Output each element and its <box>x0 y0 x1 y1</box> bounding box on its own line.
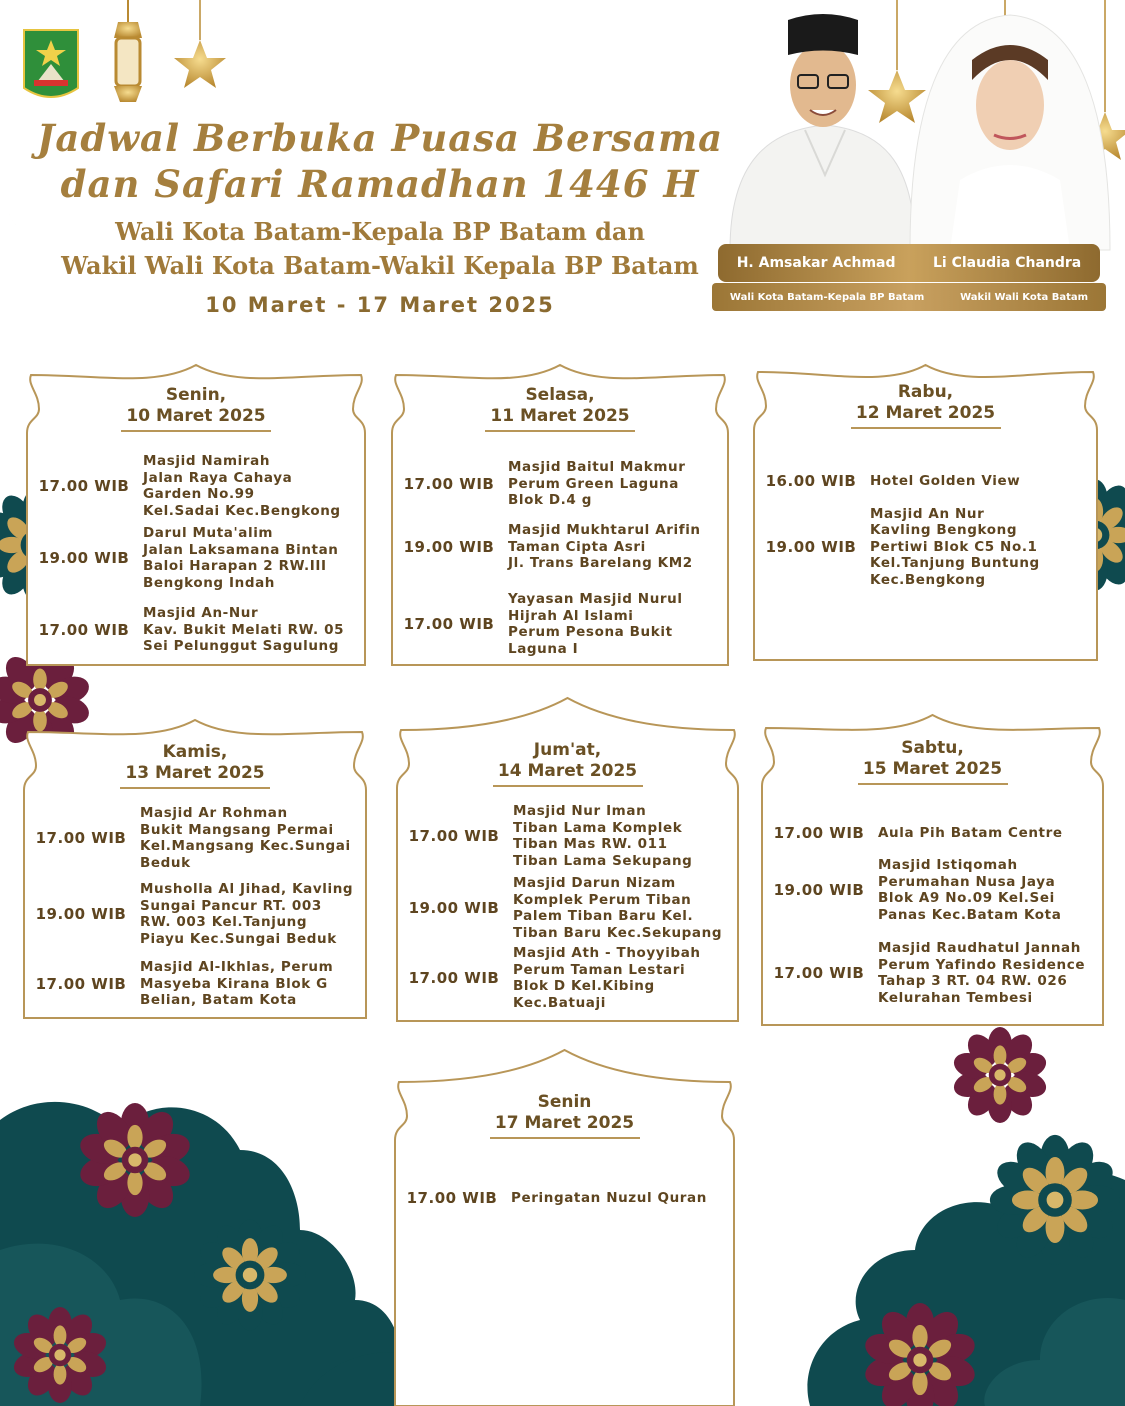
event-location: Hotel Golden View <box>870 472 1021 489</box>
schedule-row <box>25 525 367 591</box>
event-location: Masjid Al-Ikhlas, Perum Masyeba Kirana Blok G Belian, Batam Kota <box>140 959 334 1009</box>
day-date: 17 Maret 2025 <box>494 1113 635 1133</box>
subtitle-line2: Wakil Wali Kota Batam-Wakil Kepala BP Batam <box>61 251 699 280</box>
event-location: Masjid Namirah Jalan Raya Cahaya Garden No.99 Kel.Sadai Kec.Bengkong <box>143 453 341 519</box>
schedule-row <box>752 507 1099 587</box>
event-location: Peringatan Nuzul Quran <box>511 1189 707 1206</box>
day-date: 14 Maret 2025 <box>497 761 638 781</box>
event-time: 17.00 WIB <box>406 1189 498 1207</box>
event-location: Masjid Ar Rohman Bukit Mangsang Permai Kel.Mangsang Kec.Sungai Beduk <box>140 805 351 871</box>
event-location: Masjid Darun Nizam Komplek Perum Tiban Palem Tiban Baru Kel. Tiban Baru Kec.Sekupang <box>513 875 723 941</box>
schedule-row <box>760 805 1105 861</box>
schedule-row <box>393 1180 736 1216</box>
lantern-icon <box>114 0 142 102</box>
day-name: Selasa, <box>525 385 595 405</box>
event-time: 16.00 WIB <box>765 472 857 490</box>
card-header <box>393 1092 736 1139</box>
date-underline <box>858 783 1008 785</box>
day-date: 11 Maret 2025 <box>490 406 630 426</box>
title-block <box>30 115 730 317</box>
leader2-portrait <box>910 15 1110 250</box>
main-title-line1: Jadwal Berbuka Puasa Bersama <box>36 116 724 160</box>
schedule-card <box>25 355 367 665</box>
schedule-row <box>752 455 1099 507</box>
event-location: Masjid Istiqomah Perumahan Nusa Jaya Blok A9 No.09 Kel.Sei Panas Kec.Batam Kota <box>878 857 1062 923</box>
card-header <box>760 738 1105 785</box>
date-underline <box>121 430 271 432</box>
event-time: 17.00 WIB <box>38 621 130 639</box>
event-time: 17.00 WIB <box>773 824 865 842</box>
schedule-card <box>395 688 740 1021</box>
event-time: 19.00 WIB <box>765 538 857 556</box>
event-location: Masjid An Nur Kavling Bengkong Pertiwi Blok C5 No.1 Kel.Tanjung Buntung Kec.Bengkong <box>870 505 1040 588</box>
event-location: Aula Pih Batam Centre <box>878 824 1063 841</box>
schedule-card <box>22 710 368 1018</box>
leader-names-bar <box>718 244 1100 282</box>
schedule-card <box>760 705 1105 1025</box>
main-title-line2: dan Safari Ramadhan 1446 H <box>60 162 700 206</box>
event-time: 19.00 WIB <box>35 905 127 923</box>
event-time: 17.00 WIB <box>773 964 865 982</box>
leader2-role: Wakil Wali Kota Batam <box>960 291 1089 303</box>
day-name: Rabu, <box>897 382 954 402</box>
day-name: Senin <box>537 1092 592 1112</box>
event-time: 19.00 WIB <box>408 899 500 917</box>
event-location: Yayasan Masjid Nurul Hijrah Al Islami Perum Pesona Bukit Laguna I <box>508 591 683 657</box>
event-location: Masjid Ath - Thoyyibah Perum Taman Lestari Blok D Kel.Kibing Kec.Batuaji <box>513 945 701 1011</box>
date-underline <box>120 787 270 789</box>
day-date: 10 Maret 2025 <box>126 406 266 426</box>
day-name: Jum'at, <box>533 740 602 760</box>
schedule-row <box>760 857 1105 923</box>
event-time: 17.00 WIB <box>408 969 500 987</box>
event-time: 17.00 WIB <box>403 475 495 493</box>
schedule-card <box>390 355 730 665</box>
day-date: 15 Maret 2025 <box>862 759 1003 779</box>
schedule-row <box>25 453 367 519</box>
schedule-row <box>395 803 740 869</box>
date-underline <box>493 785 643 787</box>
schedule-card <box>393 1040 736 1406</box>
card-header <box>25 385 367 432</box>
event-time: 17.00 WIB <box>38 477 130 495</box>
schedule-row <box>390 521 730 573</box>
date-underline <box>490 1137 640 1139</box>
schedule-row <box>390 453 730 515</box>
event-time: 17.00 WIB <box>35 829 127 847</box>
event-time: 17.00 WIB <box>35 975 127 993</box>
event-time: 19.00 WIB <box>403 538 495 556</box>
day-name: Senin, <box>165 385 227 405</box>
subtitle-line1: Wali Kota Batam-Kepala BP Batam dan <box>115 217 645 246</box>
card-header <box>752 382 1099 429</box>
schedule-row <box>760 940 1105 1006</box>
date-underline <box>485 430 635 432</box>
schedule-row <box>22 881 368 947</box>
leader1-name: H. Amsakar Achmad <box>736 255 896 271</box>
event-location: Masjid An-Nur Kav. Bukit Melati RW. 05 Sei Pelunggut Sagulung <box>143 605 345 655</box>
schedule-card <box>752 355 1099 660</box>
event-location: Masjid Nur Iman Tiban Lama Komplek Tiban Mas RW. 011 Tiban Lama Sekupang <box>513 803 693 869</box>
event-location: Darul Muta'alim Jalan Laksamana Bintan Baloi Harapan 2 RW.III Bengkong Indah <box>143 525 339 591</box>
day-name: Sabtu, <box>901 738 964 758</box>
day-name: Kamis, <box>162 742 228 762</box>
event-time: 19.00 WIB <box>773 881 865 899</box>
schedule-row <box>22 805 368 871</box>
event-location: Masjid Mukhtarul Arifin Taman Cipta Asri Jl. Trans Barelang KM2 <box>508 522 701 572</box>
leader1-role: Wali Kota Batam-Kepala BP Batam <box>729 291 925 303</box>
day-date: 12 Maret 2025 <box>855 403 996 423</box>
leader1-portrait <box>730 14 915 250</box>
date-underline <box>851 427 1001 429</box>
date-range: 10 Maret - 17 Maret 2025 <box>205 293 555 317</box>
event-time: 17.00 WIB <box>403 615 495 633</box>
card-header <box>390 385 730 432</box>
schedule-row <box>395 875 740 941</box>
leader2-name: Li Claudia Chandra <box>932 255 1082 271</box>
event-location: Musholla Al Jihad, Kavling Sungai Pancur RT. 003 RW. 003 Kel.Tanjung Piayu Kec.Sungai Beduk <box>140 881 354 947</box>
event-time: 19.00 WIB <box>38 549 130 567</box>
day-date: 13 Maret 2025 <box>125 763 265 783</box>
event-location: Masjid Baitul Makmur Perum Green Laguna Blok D.4 g <box>508 459 686 509</box>
card-header <box>22 742 368 789</box>
card-header <box>395 740 740 787</box>
batam-city-logo <box>22 28 80 104</box>
leader-roles-bar <box>712 283 1106 311</box>
schedule-row <box>390 588 730 660</box>
event-time: 17.00 WIB <box>408 827 500 845</box>
event-location: Masjid Raudhatul Jannah Perum Yafindo Residence Tahap 3 RT. 04 RW. 026 Kelurahan Tembesi <box>878 940 1086 1006</box>
schedule-row <box>22 955 368 1013</box>
schedule-row <box>395 945 740 1011</box>
schedule-row <box>25 601 367 659</box>
